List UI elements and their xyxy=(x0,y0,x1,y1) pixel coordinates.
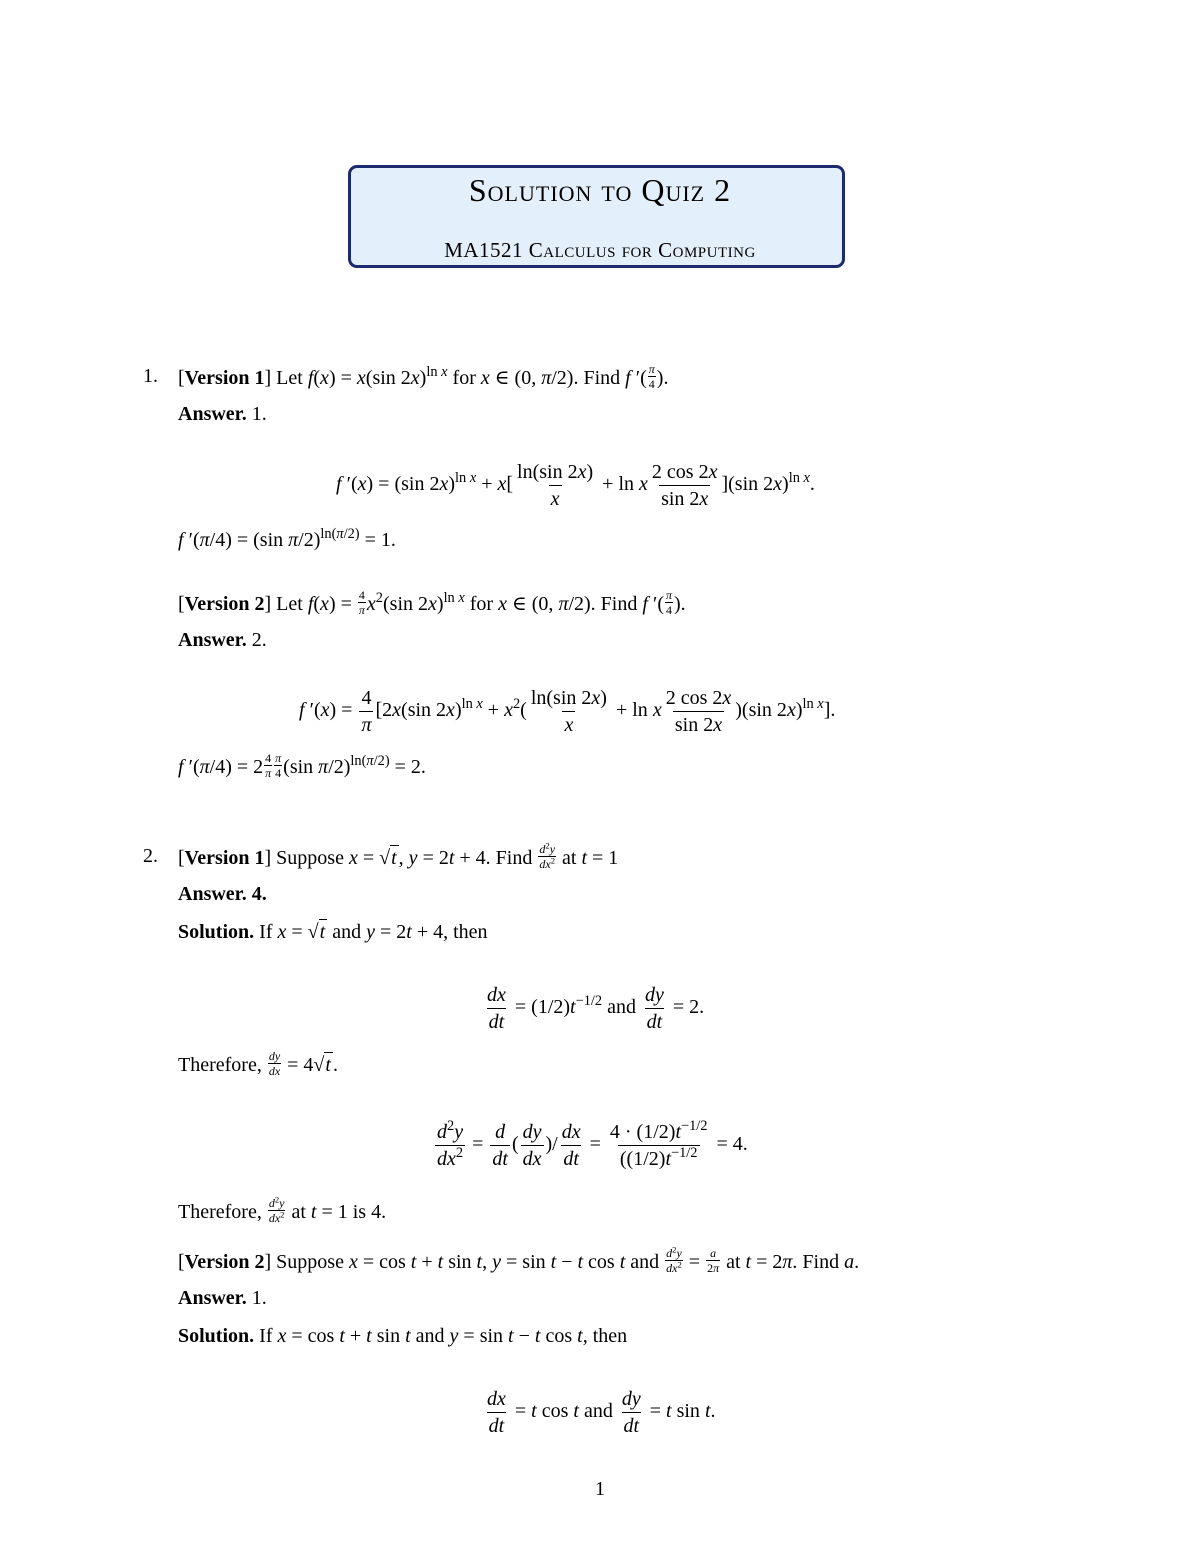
q2-v1-statement: [Version 1] Suppose x = √t , y = 2t + 4. Find $\frac{d^2y}{dx^2}$ at t = 1 xyxy=(178,840,619,871)
q2-v1-conclusion: Therefore, $\frac{d^2y}{dx^2}$ at t = 1 is 4. xyxy=(178,1194,387,1225)
q2-v2-first-derivatives: $\frac{dx}{dt}$ = t cos t and $\frac{dy}{dt}$ = t sin t. xyxy=(487,1388,716,1437)
q1-v2-derivative-equation: f ′(x) = $\frac{4}{\pi}$ [2x(sin $2x)^{ln x} + x^2$( $\frac{\ln(\sin 2x)}{x}$ + ln x $\frac{2 \cos 2x}{\sin 2x}$ )(sin 2x)$^{ln x}$]. xyxy=(299,687,836,736)
page-number: 1 xyxy=(595,1478,605,1500)
version-label: Version 2 xyxy=(184,593,265,616)
q1-v1-statement: [Version 1] Let f(x) = x(sin 2x)$^{ln x}$ for x ∈ (0, π/2). Find f ′( $\frac{\pi}{4}$ ). xyxy=(178,362,669,391)
q1-v2-evaluation: f ′(π/4) = 2 $\frac{4}{\pi}$ $\frac{\pi}{4}$ (sin π/2)$^{ln(\pi/2)}$ = 2. xyxy=(178,751,426,780)
q2-v2-answer: Answer. 1. xyxy=(178,1287,267,1309)
course-subtitle: MA1521 Calculus for Computing xyxy=(444,238,756,262)
q1-v1-derivative-equation: f ′(x) = (sin 2x)$^{ln x}$ + x[ $\frac{\ln(\sin 2x)}{x}$ + ln x $\frac{2 \cos 2x}{\sin 2x}$ ](sin 2x)$^{ln x}$. xyxy=(336,461,815,510)
q1-v2-statement: [Version 2] Let f(x) = $\frac{4}{\pi}$ $x^2(\sin$ 2x)$^{ln x}$ for x ∈ (0, π/2). Find f ′( $\frac{\pi}{4}$ ). xyxy=(178,588,686,617)
q1-v2-answer: Answer. 2. xyxy=(178,629,267,651)
q1-v1-answer: Answer. 1. xyxy=(178,403,267,425)
q2-v2-statement: [Version 2] Suppose x = cos t + t sin t, y = sin t − t cos t and $\frac{d^2y}{dx^2}$ = $\frac{a}{2\pi}$ at t = 2π. Find a. xyxy=(178,1244,860,1275)
document-title: Solution to Quiz 2 xyxy=(468,172,732,208)
q2-v1-solution-intro: Solution. If x = √t and y = 2t + 4, then xyxy=(178,921,488,943)
q2-v2-solution-intro: Solution. If x = cos t + t sin t and y = sin t − t cos t, then xyxy=(178,1325,628,1347)
q2-v1-answer: Answer. 4. xyxy=(178,883,267,905)
version-label: Version 1 xyxy=(184,847,265,870)
q2-v1-first-derivatives: $\frac{dx}{dt}$ = $(1/2)t^{-1/2}$ and $\frac{dy}{dt}$ = 2. xyxy=(487,984,705,1033)
question-2-number: 2. xyxy=(143,845,158,867)
q1-v1-evaluation: f ′(π/4) = (sin π/2)$^{ln(\pi/2)}$ = 1. xyxy=(178,526,396,551)
q2-v1-therefore-dydx: Therefore, $\frac{dy}{dx}$ = 4√t . xyxy=(178,1049,338,1078)
version-label: Version 2 xyxy=(184,1251,265,1274)
question-1-number: 1. xyxy=(143,365,158,387)
version-label: Version 1 xyxy=(184,367,265,390)
q2-v1-second-derivative-equation: $\frac{d^2y}{dx^2}$ = $\frac{d}{dt}$ ( $\frac{dy}{dx}$ )/ $\frac{dx}{dt}$ = $\frac{4 \cdot (1/2)t^{-1/2}}{((1/2)t^{-1/2}}$ = 4. xyxy=(437,1118,748,1170)
